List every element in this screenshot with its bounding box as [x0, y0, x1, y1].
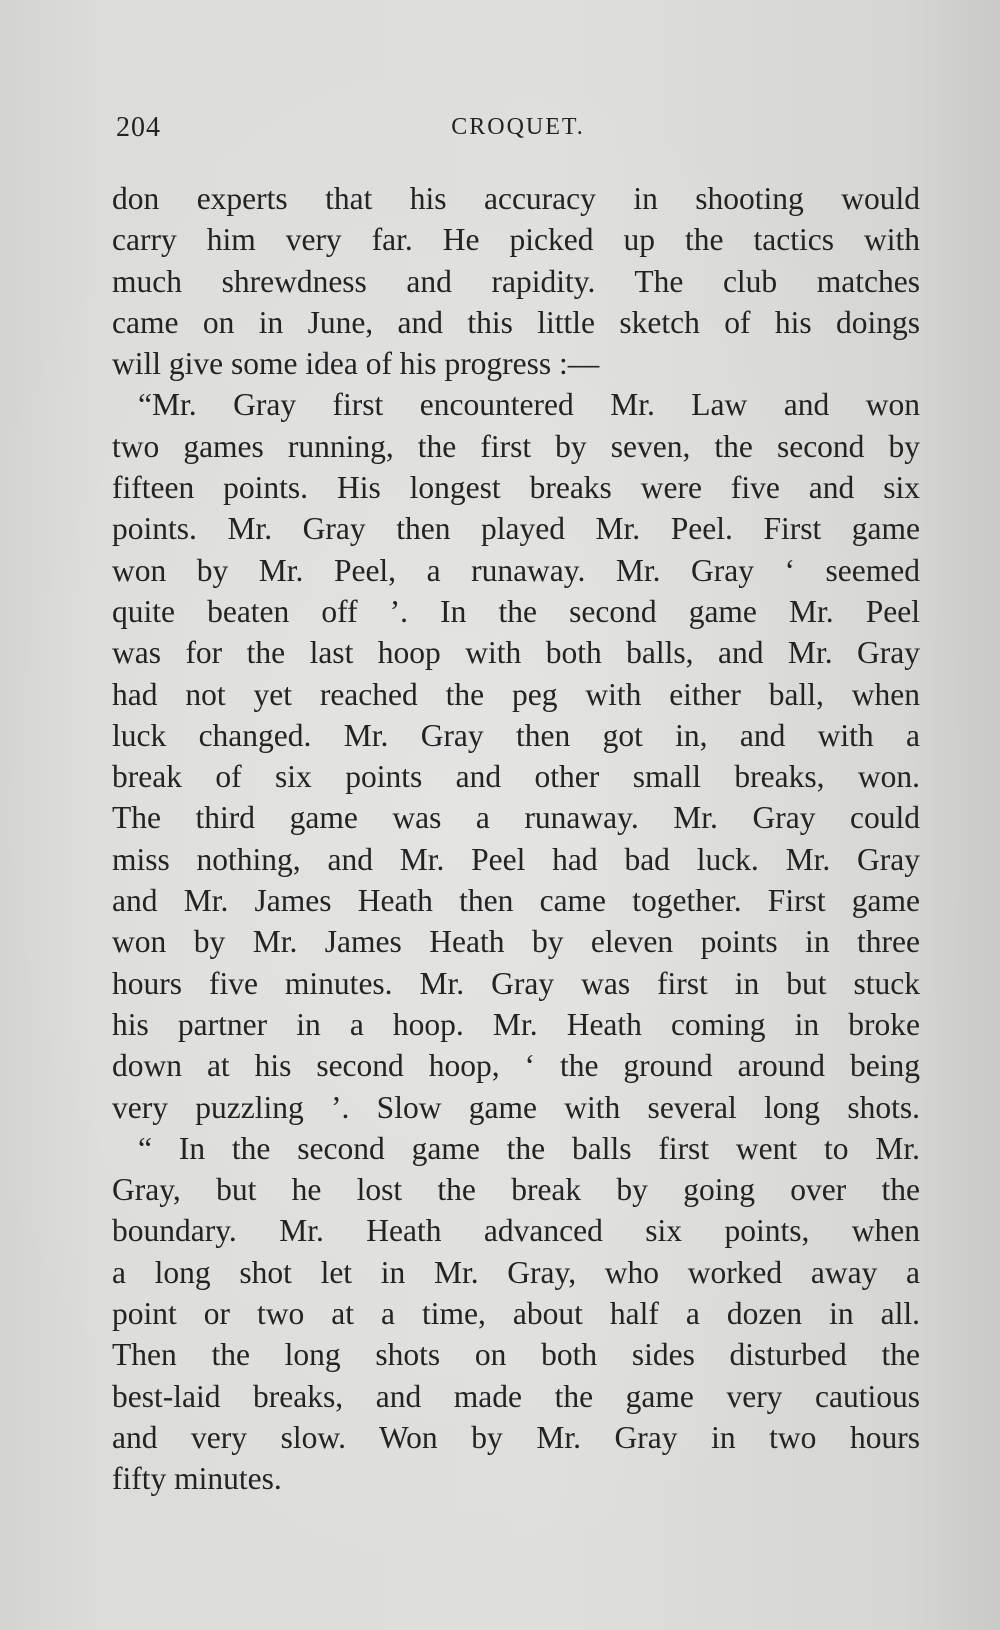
text-line: and Mr. James Heath then came together. First game: [112, 883, 920, 919]
text-line: down at his second hoop, ‘ the ground around being: [112, 1048, 920, 1084]
text-line: The third game was a runaway. Mr. Gray could: [112, 800, 920, 836]
text-line: won by Mr. Peel, a runaway. Mr. Gray ‘ seemed: [112, 552, 920, 588]
text-line: hours five minutes. Mr. Gray was first in but stuck: [112, 965, 920, 1001]
text-line: much shrewdness and rapidity. The club matches: [112, 263, 920, 299]
text-line: points. Mr. Gray then played Mr. Peel. First game: [112, 511, 920, 547]
text-line: had not yet reached the peg with either ball, when: [112, 676, 920, 712]
text-line: miss nothing, and Mr. Peel had bad luck. Mr. Gray: [112, 841, 920, 877]
text-line: “ In the second game the balls first went to Mr.: [138, 1130, 920, 1166]
text-line: will give some idea of his progress :—: [112, 346, 600, 382]
page-header: [116, 112, 920, 152]
text-line: his partner in a hoop. Mr. Heath coming in broke: [112, 1006, 920, 1042]
text-line: two games running, the first by seven, the second by: [112, 428, 920, 464]
text-line: “Mr. Gray first encountered Mr. Law and won: [138, 387, 920, 423]
text-line: a long shot let in Mr. Gray, who worked away a: [112, 1254, 920, 1290]
text-line: point or two at a time, about half a dozen in all.: [112, 1296, 920, 1332]
page-number: 204: [116, 112, 161, 143]
text-line: was for the last hoop with both balls, and Mr. Gray: [112, 635, 920, 671]
text-line: luck changed. Mr. Gray then got in, and with a: [112, 717, 920, 753]
text-line: and very slow. Won by Mr. Gray in two hours: [112, 1419, 920, 1455]
text-line: fifty minutes.: [112, 1461, 282, 1497]
running-title: CROQUET.: [451, 114, 585, 140]
text-line: Then the long shots on both sides disturbed the: [112, 1337, 920, 1373]
text-line: carry him very far. He picked up the tactics with: [112, 222, 920, 258]
text-line: don experts that his accuracy in shooting would: [112, 181, 920, 216]
text-line: won by Mr. James Heath by eleven points in three: [112, 924, 920, 960]
text-line: quite beaten off ’. In the second game Mr. Peel: [112, 593, 920, 629]
text-line: came on in June, and this little sketch of his doings: [112, 304, 920, 340]
text-line: very puzzling ’. Slow game with several long shots.: [112, 1089, 920, 1125]
body-text: [112, 178, 920, 1500]
text-line: fifteen points. His longest breaks were five and six: [112, 470, 920, 506]
text-line: break of six points and other small breaks, won.: [112, 759, 920, 795]
text-line: Gray, but he lost the break by going over the: [112, 1172, 920, 1208]
text-line: best-laid breaks, and made the game very cautious: [112, 1378, 920, 1414]
text-line: boundary. Mr. Heath advanced six points, when: [112, 1213, 920, 1249]
